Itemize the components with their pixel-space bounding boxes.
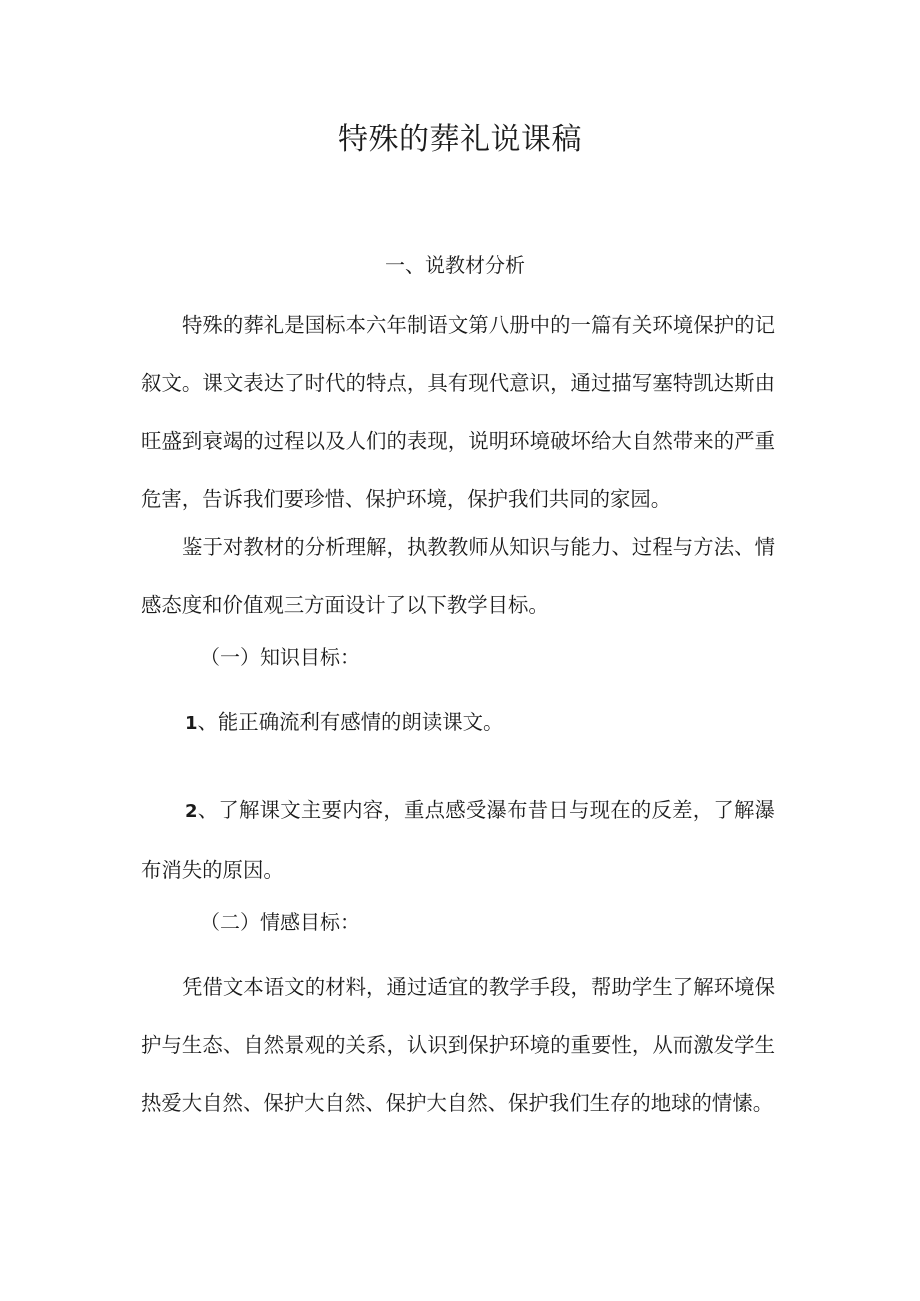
subheading-emotional-goals: （二）情感目标： bbox=[200, 910, 360, 934]
list-item-number: 1 bbox=[185, 713, 198, 734]
document-title: 特殊的葬礼说课稿 bbox=[338, 122, 582, 157]
paragraph-teaching-goals-intro: 鉴于对教材的分析理解，执教教师从知识与能力、过程与方法、情感态度和价值观三方面设计了以下教学目标。 bbox=[141, 535, 775, 617]
paragraph-emotional-goals: 凭借文本语文的材料，通过适宜的教学手段，帮助学生了解环境保护与生态、自然景观的关系，认识到保护环境的重要性，从而激发学生热爱大自然、保护大自然、保护大自然、保护我们生存的地球的情愫。 bbox=[141, 975, 775, 1115]
list-item bbox=[141, 781, 775, 899]
section-heading-textbook-analysis: 一、说教材分析 bbox=[385, 253, 525, 277]
list-item bbox=[141, 693, 775, 753]
list-item-text: 、能正确流利有感情的朗读课文。 bbox=[197, 710, 504, 734]
subheading-knowledge-goals: （一）知识目标： bbox=[200, 645, 360, 669]
list-item-text: 、了解课文主要内容，重点感受瀑布昔日与现在的反差，了解瀑布消失的原因。 bbox=[141, 798, 775, 882]
list-item-number: 2 bbox=[185, 801, 198, 822]
paragraph-textbook-overview: 特殊的葬礼是国标本六年制语文第八册中的一篇有关环境保护的记叙文。课文表达了时代的特点，具有现代意识，通过描写塞特凯达斯由旺盛到衰竭的过程以及人们的表现，说明环境破坏给大自然带来的严重危害，告诉我们要珍惜、保护环境，保护我们共同的家园。 bbox=[141, 313, 775, 511]
